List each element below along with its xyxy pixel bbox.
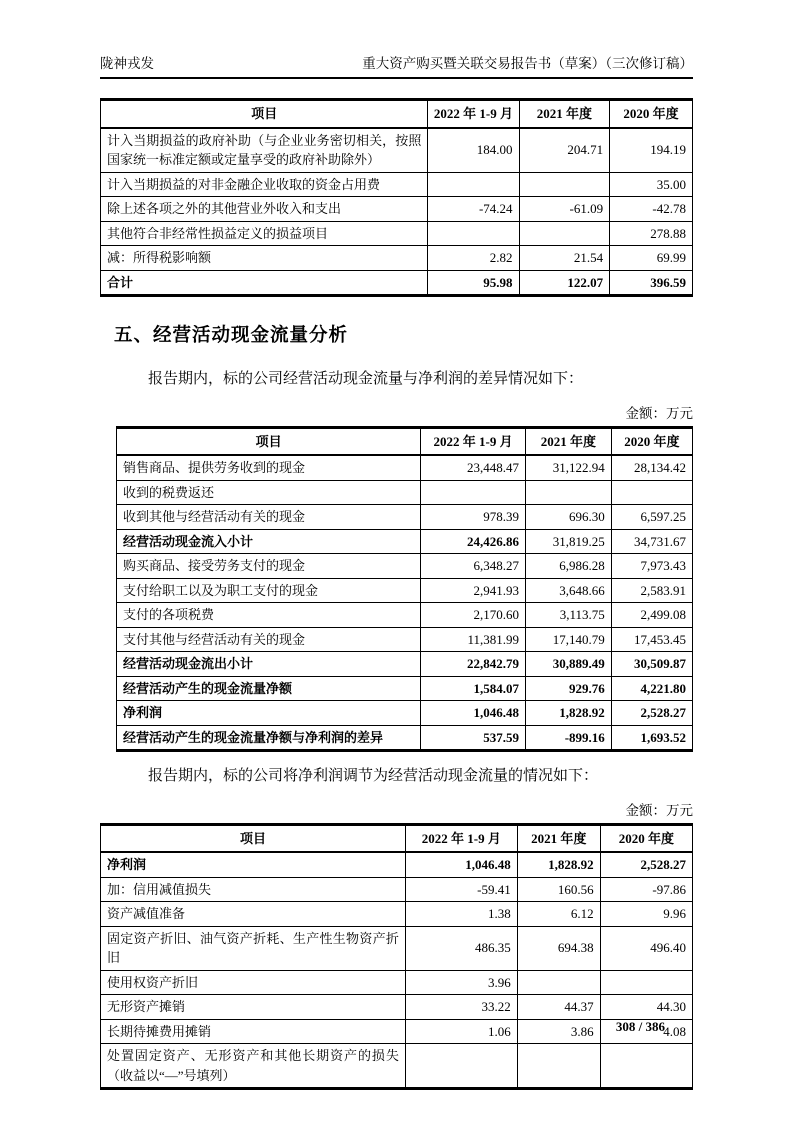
row-label: 长期待摊费用摊销 <box>101 1019 406 1044</box>
row-value: 929.76 <box>525 676 611 701</box>
row-value <box>405 1044 517 1089</box>
running-header <box>100 0 693 79</box>
row-value: 194.19 <box>610 128 693 173</box>
paragraph-cashflow-vs-netprofit: 报告期内，标的公司经营活动现金流量与净利润的差异情况如下： <box>148 371 584 387</box>
table-row <box>117 554 693 579</box>
column-header: 项目 <box>101 824 406 852</box>
column-header: 2022 年 1-9 月 <box>405 824 517 852</box>
table-row <box>101 197 693 222</box>
row-value: 33.22 <box>405 995 517 1020</box>
row-value: 2,528.27 <box>611 701 692 726</box>
row-value: 31,122.94 <box>525 455 611 480</box>
row-value: 160.56 <box>517 877 600 902</box>
row-value: 23,448.47 <box>421 455 526 480</box>
row-value <box>517 1044 600 1089</box>
table-row <box>117 627 693 652</box>
row-label: 除上述各项之外的其他营业外收入和支出 <box>101 197 428 222</box>
row-label: 资产减值准备 <box>101 902 406 927</box>
row-value: 2,170.60 <box>421 603 526 628</box>
table-row <box>101 270 693 296</box>
row-value: 6,597.25 <box>611 505 692 530</box>
row-label: 净利润 <box>117 701 421 726</box>
row-value <box>428 221 519 246</box>
column-header: 2021 年度 <box>525 427 611 455</box>
column-header: 项目 <box>117 427 421 455</box>
table-header-row <box>117 427 693 455</box>
row-value <box>525 480 611 505</box>
row-value: -899.16 <box>525 725 611 751</box>
row-value: 4.08 <box>600 1019 692 1044</box>
row-value: 22,842.79 <box>421 652 526 677</box>
row-value: 6.12 <box>517 902 600 927</box>
row-value: 537.59 <box>421 725 526 751</box>
row-label: 固定资产折旧、油气资产折耗、生产性生物资产折旧 <box>101 926 406 970</box>
row-value: 204.71 <box>519 128 610 173</box>
header-report-title: 重大资产购买暨关联交易报告书（草案）（三次修订稿） <box>362 56 693 71</box>
row-label: 销售商品、提供劳务收到的现金 <box>117 455 421 480</box>
row-label: 经营活动现金流入小计 <box>117 529 421 554</box>
row-value: 2.82 <box>428 246 519 271</box>
row-value: 3.96 <box>405 970 517 995</box>
table-header-row <box>101 100 693 128</box>
row-value: 122.07 <box>519 270 610 296</box>
section-heading: 五、经营活动现金流量分析 <box>114 324 349 345</box>
header-company-name: 陇神戎发 <box>100 56 154 71</box>
row-label: 计入当期损益的对非金融企业收取的资金占用费 <box>101 172 428 197</box>
row-value <box>421 480 526 505</box>
row-value: 17,453.45 <box>611 627 692 652</box>
row-value: 696.30 <box>525 505 611 530</box>
row-value: 6,986.28 <box>525 554 611 579</box>
row-label: 无形资产摊销 <box>101 995 406 1020</box>
row-value: -42.78 <box>610 197 693 222</box>
table-row <box>101 172 693 197</box>
row-value: 694.38 <box>517 926 600 970</box>
row-value <box>428 172 519 197</box>
row-value: 3,113.75 <box>525 603 611 628</box>
row-value <box>600 1044 692 1089</box>
row-value: 9.96 <box>600 902 692 927</box>
row-value: 486.35 <box>405 926 517 970</box>
table-header-row <box>101 824 693 852</box>
row-value: 30,889.49 <box>525 652 611 677</box>
row-value: 11,381.99 <box>421 627 526 652</box>
row-value: 35.00 <box>610 172 693 197</box>
row-value: 1,046.48 <box>421 701 526 726</box>
row-value: 978.39 <box>421 505 526 530</box>
row-value <box>517 970 600 995</box>
column-header: 2020 年度 <box>610 100 693 128</box>
row-value: 95.98 <box>428 270 519 296</box>
row-value: 1,584.07 <box>421 676 526 701</box>
row-label: 支付给职工以及为职工支付的现金 <box>117 578 421 603</box>
paragraph-netprofit-adjustment: 报告期内，标的公司将净利润调节为经营活动现金流量的情况如下： <box>148 768 599 784</box>
column-header: 2020 年度 <box>611 427 692 455</box>
row-value: 2,583.91 <box>611 578 692 603</box>
table-row <box>117 505 693 530</box>
row-value: 1.06 <box>405 1019 517 1044</box>
row-label: 净利润 <box>101 852 406 877</box>
row-label: 使用权资产折旧 <box>101 970 406 995</box>
row-value: 21.54 <box>519 246 610 271</box>
table-row <box>101 995 693 1020</box>
row-label: 合计 <box>101 270 428 296</box>
table-row <box>101 852 693 877</box>
row-value: 2,941.93 <box>421 578 526 603</box>
row-value: 3.86 <box>517 1019 600 1044</box>
table-row <box>117 455 693 480</box>
row-value: 3,648.66 <box>525 578 611 603</box>
table-row <box>117 676 693 701</box>
row-value: 184.00 <box>428 128 519 173</box>
table-row <box>117 480 693 505</box>
table-row <box>101 221 693 246</box>
table-row <box>101 877 693 902</box>
table-row <box>117 725 693 751</box>
row-label: 减：所得税影响额 <box>101 246 428 271</box>
non-recurring-items-table <box>100 98 693 297</box>
unit-label: 金额：万元 <box>625 405 693 421</box>
row-value: 1,828.92 <box>525 701 611 726</box>
row-value: 496.40 <box>600 926 692 970</box>
row-value: 34,731.67 <box>611 529 692 554</box>
row-value: 44.37 <box>517 995 600 1020</box>
row-value: 17,140.79 <box>525 627 611 652</box>
row-label: 经营活动产生的现金流量净额 <box>117 676 421 701</box>
row-value: 6,348.27 <box>421 554 526 579</box>
row-value <box>519 172 610 197</box>
row-value <box>519 221 610 246</box>
row-value: -61.09 <box>519 197 610 222</box>
row-label: 其他符合非经常性损益定义的损益项目 <box>101 221 428 246</box>
table-row <box>117 603 693 628</box>
row-value: 7,973.43 <box>611 554 692 579</box>
column-header: 2020 年度 <box>600 824 692 852</box>
row-label: 支付其他与经营活动有关的现金 <box>117 627 421 652</box>
row-value: -59.41 <box>405 877 517 902</box>
table-row <box>101 926 693 970</box>
row-value: 396.59 <box>610 270 693 296</box>
table-row <box>117 701 693 726</box>
operating-cashflow-table <box>116 426 693 753</box>
row-value: 2,499.08 <box>611 603 692 628</box>
row-label: 处置固定资产、无形资产和其他长期资产的损失（收益以“—”号填列） <box>101 1044 406 1089</box>
row-label: 加：信用减值损失 <box>101 877 406 902</box>
column-header: 2022 年 1-9 月 <box>421 427 526 455</box>
row-value: 4,221.80 <box>611 676 692 701</box>
column-header: 2021 年度 <box>519 100 610 128</box>
column-header: 2022 年 1-9 月 <box>428 100 519 128</box>
row-value: 30,509.87 <box>611 652 692 677</box>
operating-cashflow-table-wrapper <box>100 426 693 753</box>
table-row <box>101 1019 693 1044</box>
column-header: 2021 年度 <box>517 824 600 852</box>
row-value: 69.99 <box>610 246 693 271</box>
row-label: 计入当期损益的政府补助（与企业业务密切相关，按照国家统一标准定额或定量享受的政府补助除外） <box>101 128 428 173</box>
table-row <box>101 1044 693 1089</box>
table-row <box>101 246 693 271</box>
row-value: 28,134.42 <box>611 455 692 480</box>
row-value: -74.24 <box>428 197 519 222</box>
row-label: 购买商品、接受劳务支付的现金 <box>117 554 421 579</box>
row-label: 经营活动现金流出小计 <box>117 652 421 677</box>
table-row <box>117 578 693 603</box>
row-label: 支付的各项税费 <box>117 603 421 628</box>
table-row <box>117 652 693 677</box>
row-value: 278.88 <box>610 221 693 246</box>
table-row <box>117 529 693 554</box>
row-value: 44.30 <box>600 995 692 1020</box>
table-row <box>101 970 693 995</box>
row-value: -97.86 <box>600 877 692 902</box>
row-label: 收到其他与经营活动有关的现金 <box>117 505 421 530</box>
row-value: 24,426.86 <box>421 529 526 554</box>
row-value: 1,693.52 <box>611 725 692 751</box>
row-value <box>600 970 692 995</box>
table-row <box>101 128 693 173</box>
row-value: 1,046.48 <box>405 852 517 877</box>
row-value: 2,528.27 <box>600 852 692 877</box>
row-label: 经营活动产生的现金流量净额与净利润的差异 <box>117 725 421 751</box>
row-value <box>611 480 692 505</box>
page-number: 308 / 386 <box>615 1019 665 1034</box>
table-row <box>101 902 693 927</box>
row-value: 31,819.25 <box>525 529 611 554</box>
column-header: 项目 <box>101 100 428 128</box>
row-label: 收到的税费返还 <box>117 480 421 505</box>
row-value: 1.38 <box>405 902 517 927</box>
row-value: 1,828.92 <box>517 852 600 877</box>
unit-label-2: 金额：万元 <box>625 802 693 818</box>
netprofit-adjustment-table <box>100 823 693 1091</box>
